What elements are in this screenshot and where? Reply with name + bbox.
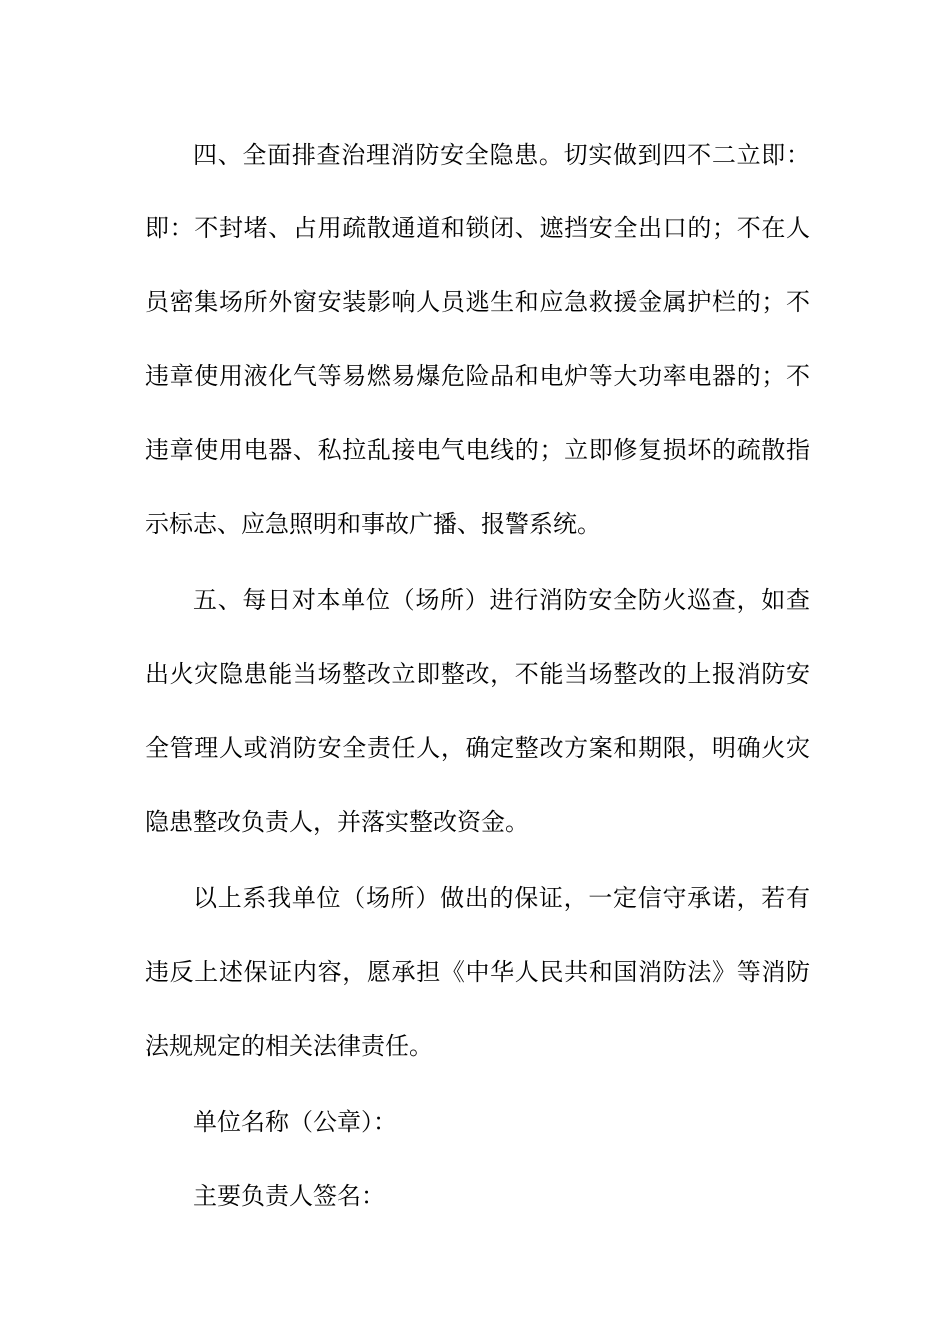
paragraph-4-line-5: 违章使用电器、私拉乱接电气电线的；立即修复损坏的疏散指 (145, 436, 810, 464)
paragraph-4-line-4: 违章使用液化气等易燃易爆危险品和电炉等大功率电器的；不 (145, 362, 810, 390)
paragraph-5-line-2: 出火灾隐患能当场整改立即整改，不能当场整改的上报消防安 (145, 660, 810, 688)
pledge-paragraph-line-1: 以上系我单位（场所）做出的保证，一定信守承诺，若有 (193, 884, 810, 912)
paragraph-5-line-4: 隐患整改负责人，并落实整改资金。 (145, 808, 529, 836)
pledge-paragraph-line-2: 违反上述保证内容，愿承担《中华人民共和国消防法》等消防 (145, 958, 810, 986)
paragraph-5-line-3: 全管理人或消防安全责任人，确定整改方案和期限，明确火灾 (145, 734, 810, 762)
paragraph-5-line-1: 五、每日对本单位（场所）进行消防安全防火巡查，如查 (193, 586, 810, 614)
unit-name-seal-label: 单位名称（公章）： (193, 1108, 397, 1136)
paragraph-4-line-1: 四、全面排查治理消防安全隐患。切实做到四不二立即： (193, 141, 810, 169)
paragraph-4-line-3: 员密集场所外窗安装影响人员逃生和应急救援金属护栏的；不 (145, 288, 810, 316)
paragraph-4-line-6: 示标志、应急照明和事故广播、报警系统。 (145, 510, 601, 538)
pledge-paragraph-line-3: 法规规定的相关法律责任。 (145, 1032, 433, 1060)
principal-signature-label: 主要负责人签名： (193, 1182, 385, 1210)
paragraph-4-line-2: 即：不封堵、占用疏散通道和锁闭、遮挡安全出口的；不在人 (145, 214, 810, 242)
